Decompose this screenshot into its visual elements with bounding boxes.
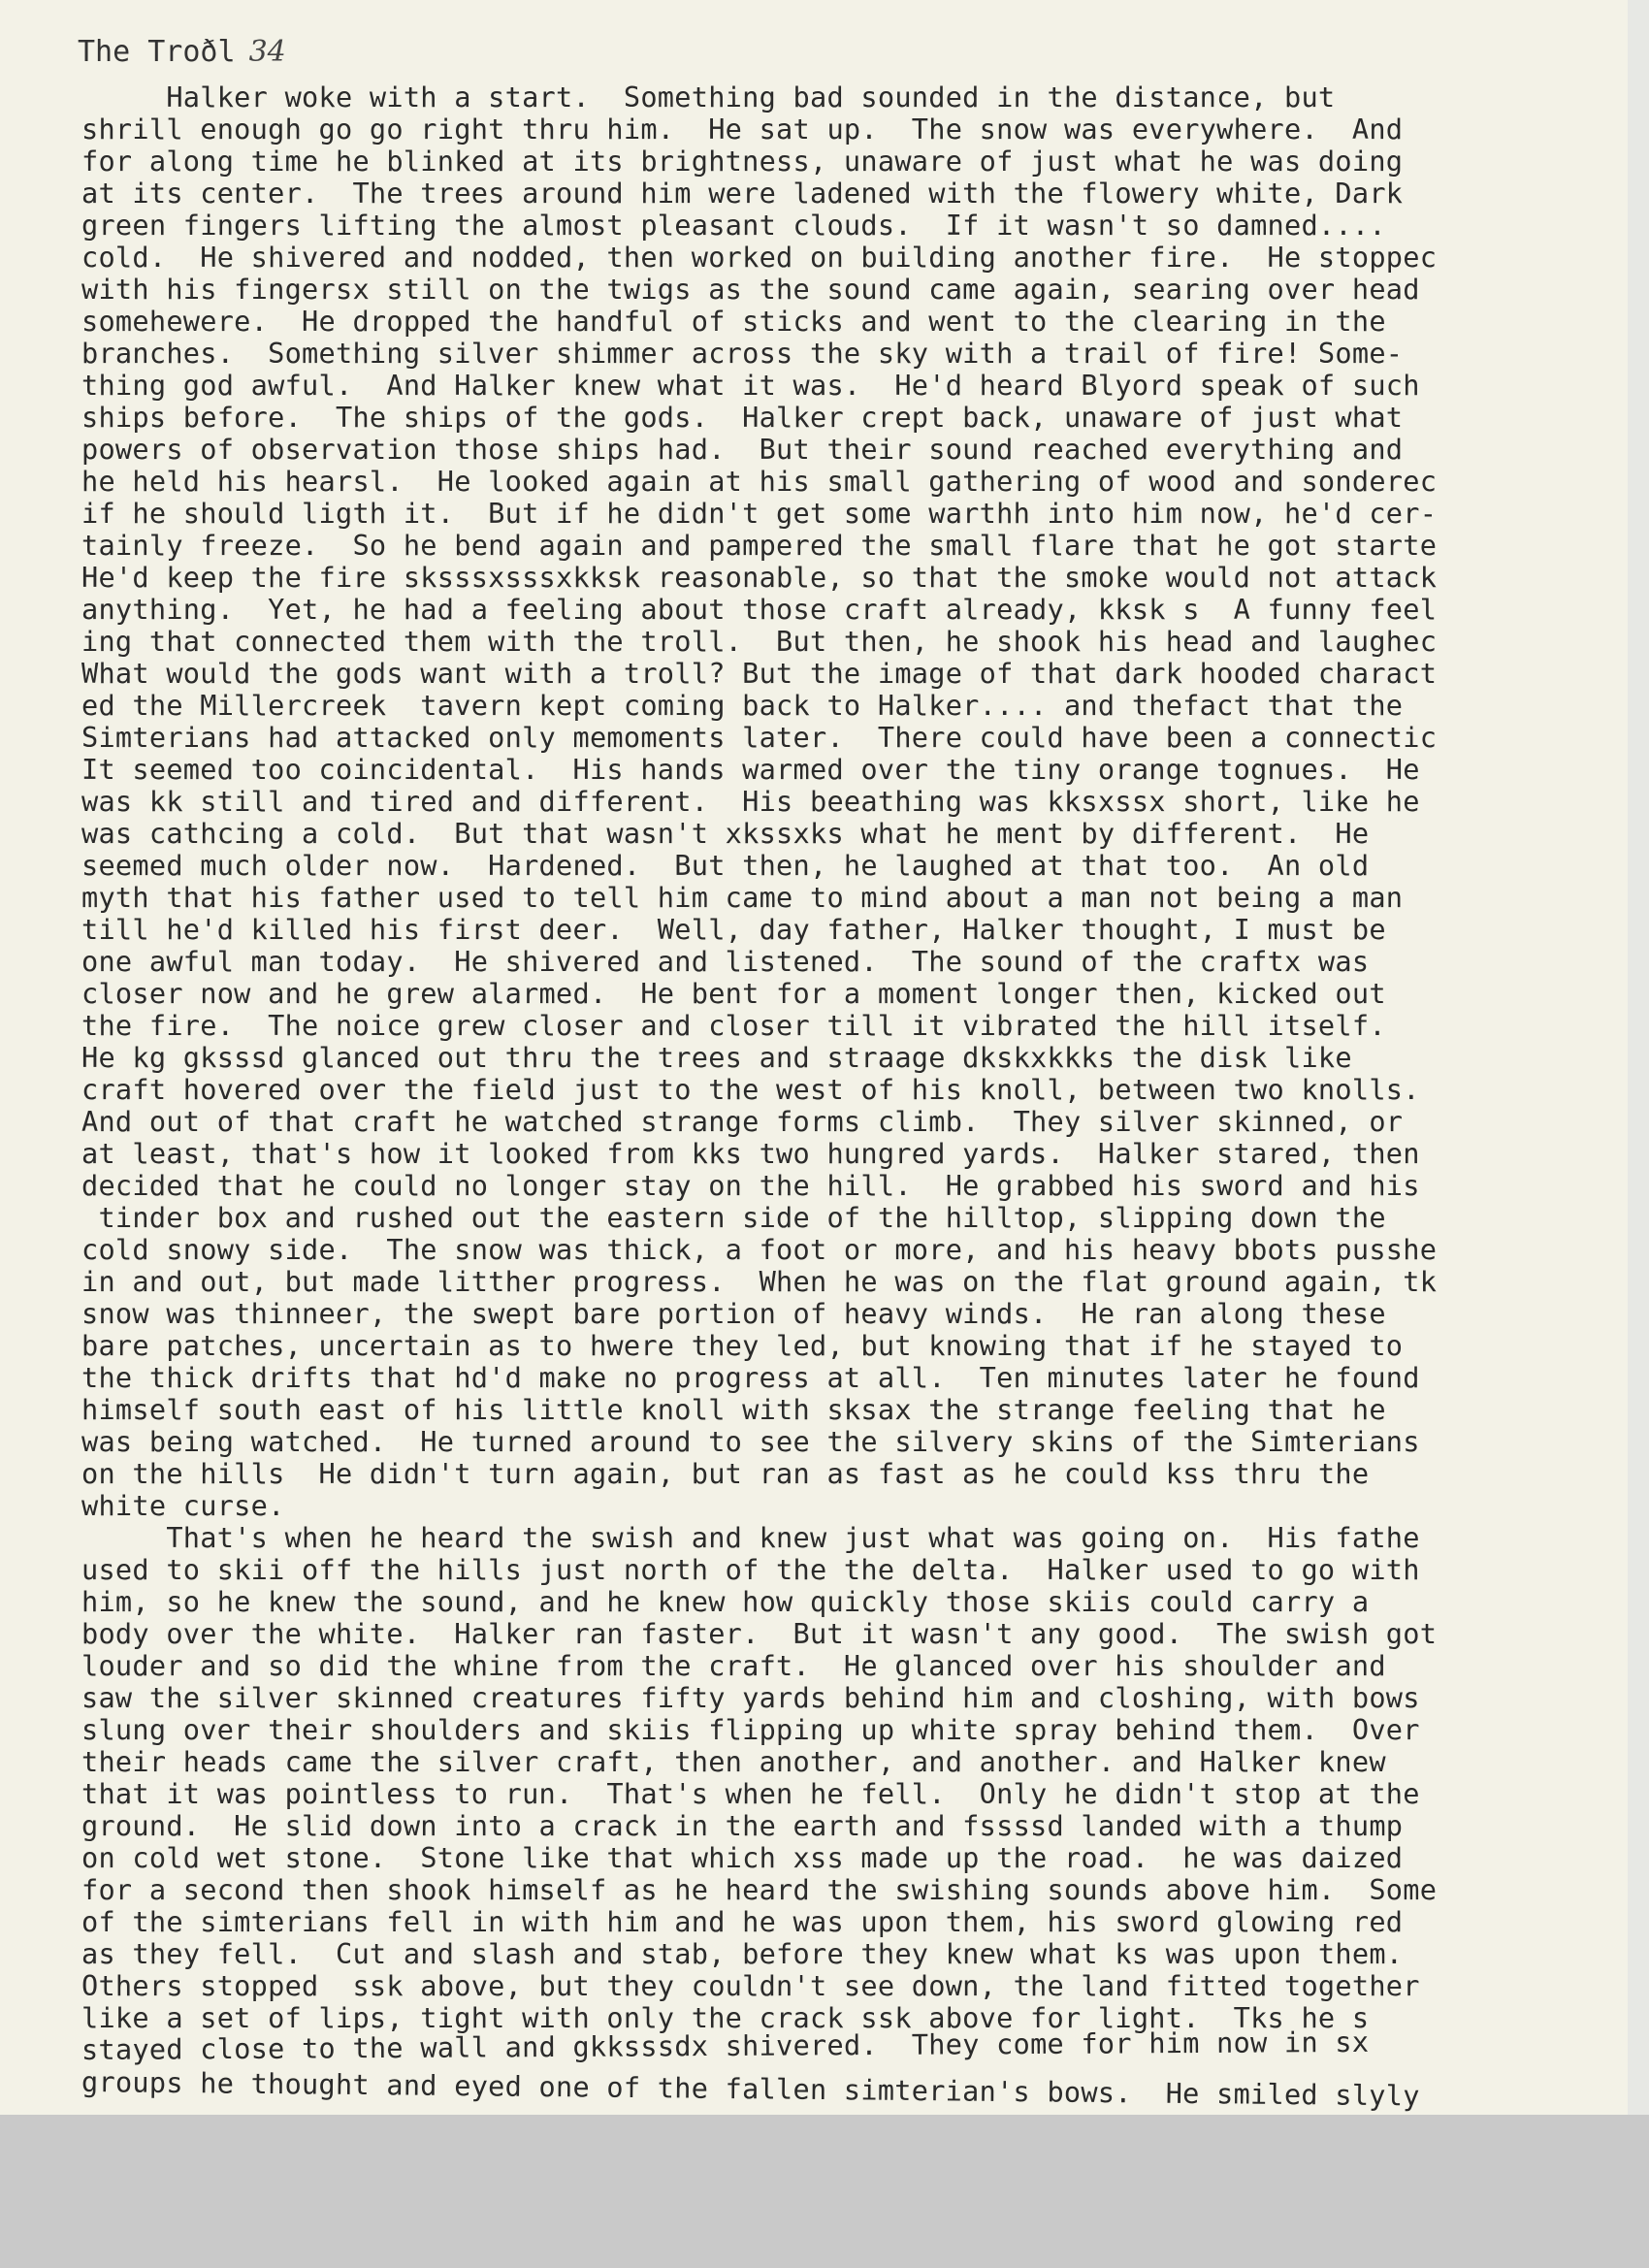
text-line: as they fell. Cut and slash and stab, before they knew what ks was upon them. bbox=[81, 1937, 1404, 1970]
text-line: like a set of lips, tight with only the crack ssk above for light. Tks he s bbox=[81, 2001, 1370, 2034]
page-header bbox=[78, 35, 286, 69]
manuscript-title: The Troðl bbox=[78, 35, 236, 69]
text-line: seemed much older now. Hardened. But then, he laughed at that too. An old bbox=[81, 849, 1370, 882]
text-line: till he'd killed his first deer. Well, day father, Halker thought, I must be bbox=[81, 913, 1386, 946]
text-line: Simterians had attacked only memoments later. There could have been a connectic bbox=[81, 721, 1438, 754]
text-line: him, so he knew the sound, and he knew how quickly those skiis could carry a bbox=[81, 1585, 1370, 1618]
text-line: branches. Something silver shimmer across the sky with a trail of fire! Some- bbox=[81, 337, 1404, 370]
text-line: Halker woke with a start. Something bad sounded in the distance, but bbox=[81, 81, 1336, 113]
text-line: powers of observation those ships had. But their sound reached everything and bbox=[81, 433, 1404, 466]
text-line: at least, that's how it looked from kks two hungred yards. Halker stared, then bbox=[81, 1137, 1420, 1170]
text-line: That's when he heard the swish and knew just what was going on. His fathe bbox=[81, 1521, 1420, 1554]
text-line: one awful man today. He shivered and listened. The sound of the craftx was bbox=[81, 945, 1370, 978]
text-line: snow was thinneer, the swept bare portion of heavy winds. He ran along these bbox=[81, 1297, 1386, 1330]
text-line: slung over their shoulders and skiis flipping up white spray behind them. Over bbox=[81, 1713, 1420, 1746]
text-line: in and out, but made litther progress. When he was on the flat ground again, tk bbox=[81, 1265, 1438, 1298]
text-line: myth that his father used to tell him came to mind about a man not being a man bbox=[81, 881, 1404, 914]
text-line: thing god awful. And Halker knew what it was. He'd heard Blyord speak of such bbox=[81, 369, 1420, 402]
text-line: ing that connected them with the troll. But then, he shook his head and laughec bbox=[81, 625, 1438, 658]
text-line: the fire. The noice grew closer and closer till it vibrated the hill itself. bbox=[81, 1009, 1386, 1042]
text-line: himself south east of his little knoll with sksax the strange feeling that he bbox=[81, 1393, 1386, 1426]
text-line: He kg gksssd glanced out thru the trees and straage dkskxkkks the disk like bbox=[81, 1041, 1352, 1074]
text-line: saw the silver skinned creatures fifty yards behind him and closhing, with bows bbox=[81, 1681, 1420, 1714]
text-line: stayed close to the wall and gkksssdx shivered. They come for him now in sx bbox=[81, 2025, 1370, 2066]
text-line: cold snowy side. The snow was thick, a foot or more, and his heavy bbots pusshe bbox=[81, 1233, 1438, 1266]
text-line: What would the gods want with a troll? But the image of that dark hooded charact bbox=[81, 657, 1438, 690]
text-line: somehewere. He dropped the handful of sticks and went to the clearing in the bbox=[81, 305, 1386, 338]
text-line: that it was pointless to run. That's when he fell. Only he didn't stop at the bbox=[81, 1777, 1420, 1810]
text-line: for a second then shook himself as he heard the swishing sounds above him. Some bbox=[81, 1873, 1438, 1906]
text-line: of the simterians fell in with him and he was upon them, his sword glowing red bbox=[81, 1905, 1404, 1938]
text-line: the thick drifts that hd'd make no progress at all. Ten minutes later he found bbox=[81, 1361, 1420, 1394]
page-right-edge bbox=[1628, 0, 1649, 2115]
text-line: bare patches, uncertain as to hwere they led, but knowing that if he stayed to bbox=[81, 1329, 1404, 1362]
text-line: louder and so did the whine from the craft. He glanced over his shoulder and bbox=[81, 1649, 1386, 1682]
text-line: he held his hearsl. He looked again at his small gathering of wood and sonderec bbox=[81, 465, 1438, 498]
text-line: cold. He shivered and nodded, then worked on building another fire. He stoppec bbox=[81, 241, 1438, 274]
scan-background bbox=[0, 2115, 1649, 2268]
page-number: 34 bbox=[248, 35, 286, 69]
text-line: And out of that craft he watched strange forms climb. They silver skinned, or bbox=[81, 1105, 1404, 1138]
text-line: used to skii off the hills just north of the the delta. Halker used to go with bbox=[81, 1553, 1420, 1586]
text-line: on the hills He didn't turn again, but ran as fast as he could kss thru the bbox=[81, 1457, 1370, 1490]
text-line: He'd keep the fire sksssxsssxkksk reasonable, so that the smoke would not attack bbox=[81, 561, 1438, 594]
manuscript-body bbox=[81, 81, 1628, 2113]
text-line: body over the white. Halker ran faster. But it wasn't any good. The swish got bbox=[81, 1617, 1438, 1650]
text-line: at its center. The trees around him were ladened with the flowery white, Dark bbox=[81, 177, 1404, 210]
text-line: on cold wet stone. Stone like that which xss made up the road. he was daized bbox=[81, 1841, 1404, 1874]
text-line: was being watched. He turned around to see the silvery skins of the Simterians bbox=[81, 1425, 1420, 1458]
text-line: It seemed too coincidental. His hands warmed over the tiny orange tognues. He bbox=[81, 753, 1420, 786]
text-line: green fingers lifting the almost pleasant clouds. If it wasn't so damned.... bbox=[81, 209, 1386, 242]
text-line: their heads came the silver craft, then another, and another. and Halker knew bbox=[81, 1745, 1386, 1778]
text-line: shrill enough go go right thru him. He sat up. The snow was everywhere. And bbox=[81, 113, 1404, 146]
text-line: tinder box and rushed out the eastern side of the hilltop, slipping down the bbox=[81, 1201, 1386, 1234]
text-line: anything. Yet, he had a feeling about those craft already, kksk s A funny feel bbox=[81, 593, 1438, 626]
text-line: decided that he could no longer stay on the hill. He grabbed his sword and his bbox=[81, 1169, 1420, 1202]
text-line: if he should ligth it. But if he didn't get some warthh into him now, he'd cer- bbox=[81, 497, 1438, 530]
text-line: groups he thought and eyed one of the fallen simterian's bows. He smiled slyly bbox=[81, 2065, 1420, 2113]
text-line: ed the Millercreek tavern kept coming back to Halker.... and thefact that the bbox=[81, 689, 1404, 722]
text-line: for along time he blinked at its brightness, unaware of just what he was doing bbox=[81, 145, 1404, 178]
text-line: ships before. The ships of the gods. Halker crept back, unaware of just what bbox=[81, 401, 1404, 434]
text-line: closer now and he grew alarmed. He bent for a moment longer then, kicked out bbox=[81, 977, 1386, 1010]
text-line: was kk still and tired and different. His beeathing was kksxssx short, like he bbox=[81, 785, 1420, 818]
text-line: was cathcing a cold. But that wasn't xkssxks what he ment by different. He bbox=[81, 817, 1370, 850]
text-line: craft hovered over the field just to the west of his knoll, between two knolls. bbox=[81, 1073, 1420, 1106]
text-line: Others stopped ssk above, but they couldn't see down, the land fitted together bbox=[81, 1969, 1420, 2002]
text-line: tainly freeze. So he bend again and pampered the small flare that he got starte bbox=[81, 529, 1438, 562]
text-line: with his fingersx still on the twigs as the sound came again, searing over head bbox=[81, 273, 1420, 306]
text-line: white curse. bbox=[81, 1489, 285, 1522]
text-line: ground. He slid down into a crack in the earth and fssssd landed with a thump bbox=[81, 1809, 1404, 1842]
